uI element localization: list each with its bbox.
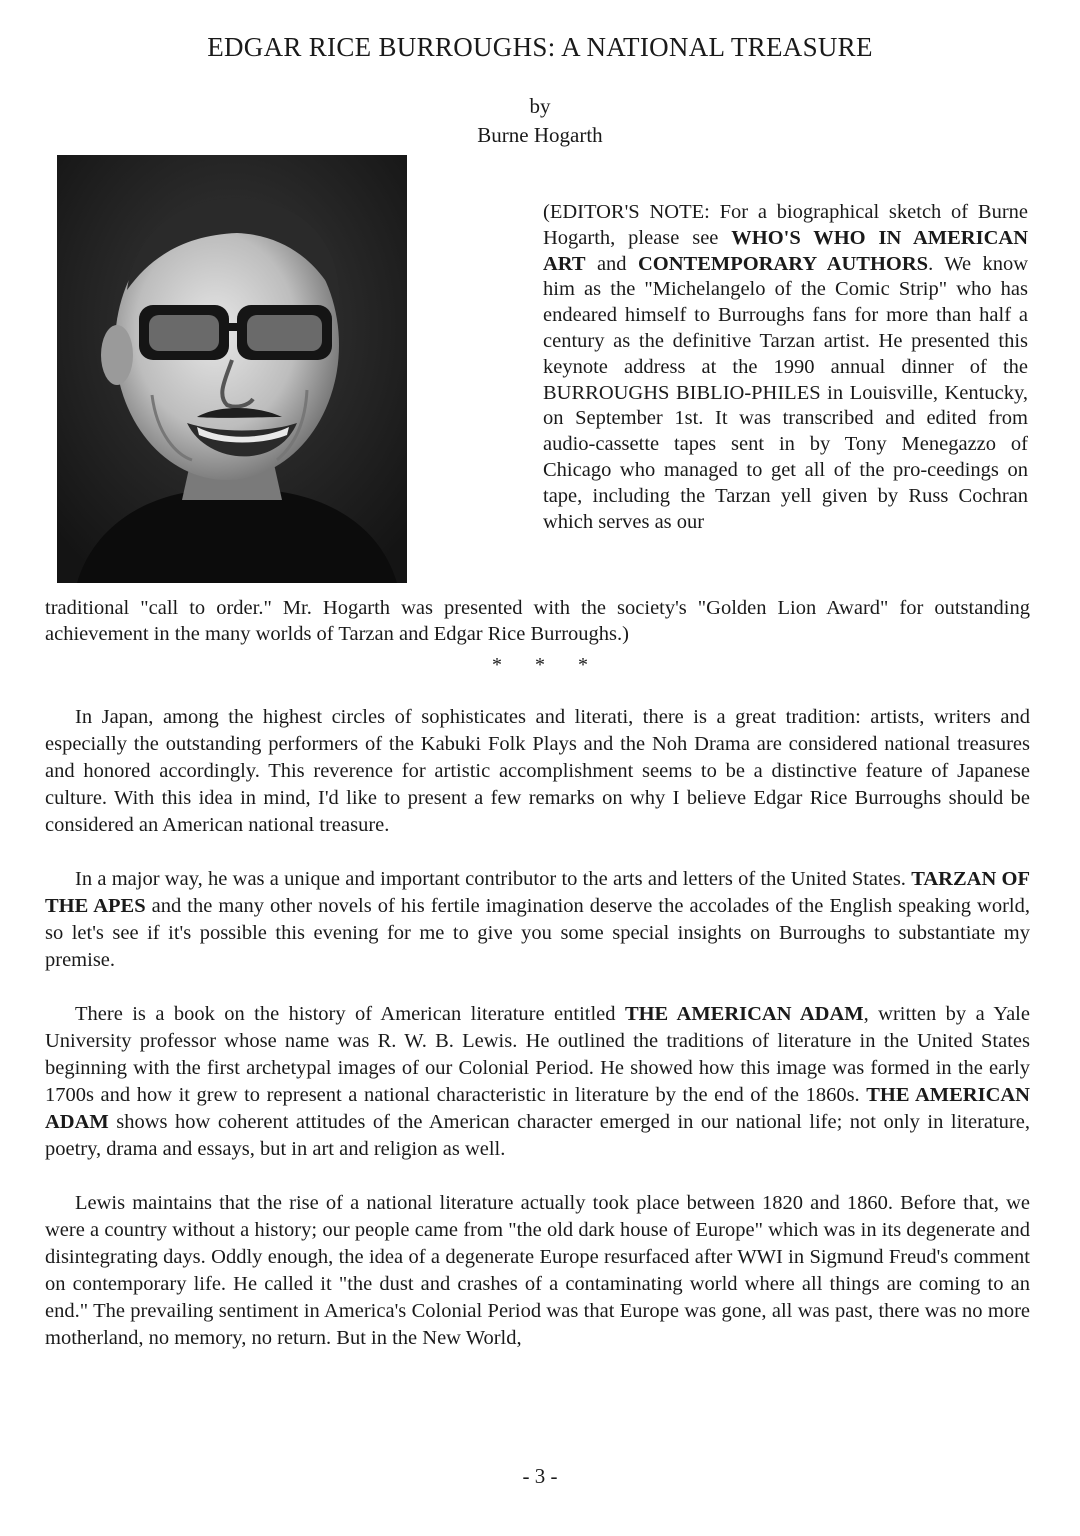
paragraph-2: [45, 866, 1030, 974]
paragraph-3-text-a: There is a book on the history of American literature entitled: [75, 1003, 625, 1025]
editors-note-bold-2: CONTEMPORARY AUTHORS: [637, 252, 929, 275]
editors-note-text-3: . We know him as the "Michelangelo of the Comic Strip" who has endeared himself to Burroughs fans for more than half a century as the definitive Tarzan artist. He presented this keynote address at the 1990 annual dinner of the BURROUGHS BIBLIO-PHILES in Louisville, Kentucky, on September 1st. It was transcribed and edited from audio-cassette tapes sent in by Tony Menegazzo of Chicago who managed to get all of the pro-ceedings on tape, including the Tarzan yell given by Russ Cochran which serves as our: [543, 252, 1028, 533]
article-title: EDGAR RICE BURROUGHS: A NATIONAL TREASURE: [207, 32, 873, 62]
paragraph-2-text-a: In a major way, he was a unique and important contributor to the arts and letters of the United States.: [75, 868, 912, 890]
page-number: - 3 -: [522, 1464, 558, 1488]
editors-note-text-1: (EDITOR'S NOTE: For a biographical sketch of Burne Hogarth, please see: [543, 201, 1028, 249]
paragraph-3: [45, 1001, 1030, 1163]
editors-note-bold-1: WHO'S WHO IN AMERICAN ART: [543, 226, 1029, 275]
paragraph-3-book-title-1: THE AMERICAN ADAM: [624, 1003, 864, 1025]
section-separator: * * *: [492, 654, 588, 676]
portrait-illustration: [57, 155, 407, 583]
editors-note-text-2: and: [585, 252, 638, 275]
paragraph-2-book-title: TARZAN OF THE APES: [45, 868, 1031, 917]
paragraph-3-text-e: shows how coherent attitudes of the American character emerged in our national life; not only in literature, poetry, drama and essays, but in art and religion as well.: [45, 1111, 1030, 1160]
article-body: [45, 704, 1030, 1379]
paragraph-2-text-c: and the many other novels of his fertile imagination deserve the accolades of the English speaking world, so let's see if it's possible this evening for me to give you some special insights on Burroughs to substantiate my premise.: [45, 895, 1030, 971]
editors-note-column: [543, 200, 1028, 535]
byline-by: by: [529, 94, 551, 118]
paragraph-1: In Japan, among the highest circles of sophisticates and literati, there is a great tradition: artists, writers and especially the outstanding performers of the Kabuki Folk Plays and the Noh Drama are considered national treasures and honored accordingly. This reverence for artistic accomplishment seems to be a distinctive feature of Japanese culture. With this idea in mind, I'd like to present a few remarks on why I believe Edgar Rice Burroughs should be considered an American national treasure.: [45, 706, 1030, 836]
paragraph-3-text-c: , written by a Yale University professor whose name was R. W. B. Lewis. He outlined the traditions of literature in the United States beginning with the first archetypal images of our Colonial Period. He showed how this image was formed in the early 1700s and how it grew to represent a national characteristic in literature by the end of the 1860s.: [45, 1003, 1030, 1106]
byline-author: Burne Hogarth: [477, 123, 603, 147]
paragraph-3-book-title-2: THE AMERICAN ADAM: [45, 1084, 1030, 1133]
author-portrait-photo: [57, 155, 407, 583]
paragraph-4: Lewis maintains that the rise of a national literature actually took place between 1820 and 1860. Before that, we were a country without a history; our people came from "the old dark house of Europe" which was in its degenerate and disintegrating days. Oddly enough, the idea of a degenerate Europe resurfaced after WWI in Sigmund Freud's comment on contemporary life. He called it "the dust and crashes of a contaminating world where all things are coming to an end." The prevailing sentiment in America's Colonial Period was that Europe was gone, all was past, there was no more motherland, no memory, no return. But in the New World,: [45, 1192, 1030, 1349]
editors-note-continuation: traditional "call to order." Mr. Hogarth was presented with the society's "Golden Lion Award" for outstanding achievement in the many worlds of Tarzan and Edgar Rice Burroughs.): [45, 597, 1030, 645]
byline: [0, 92, 1080, 150]
